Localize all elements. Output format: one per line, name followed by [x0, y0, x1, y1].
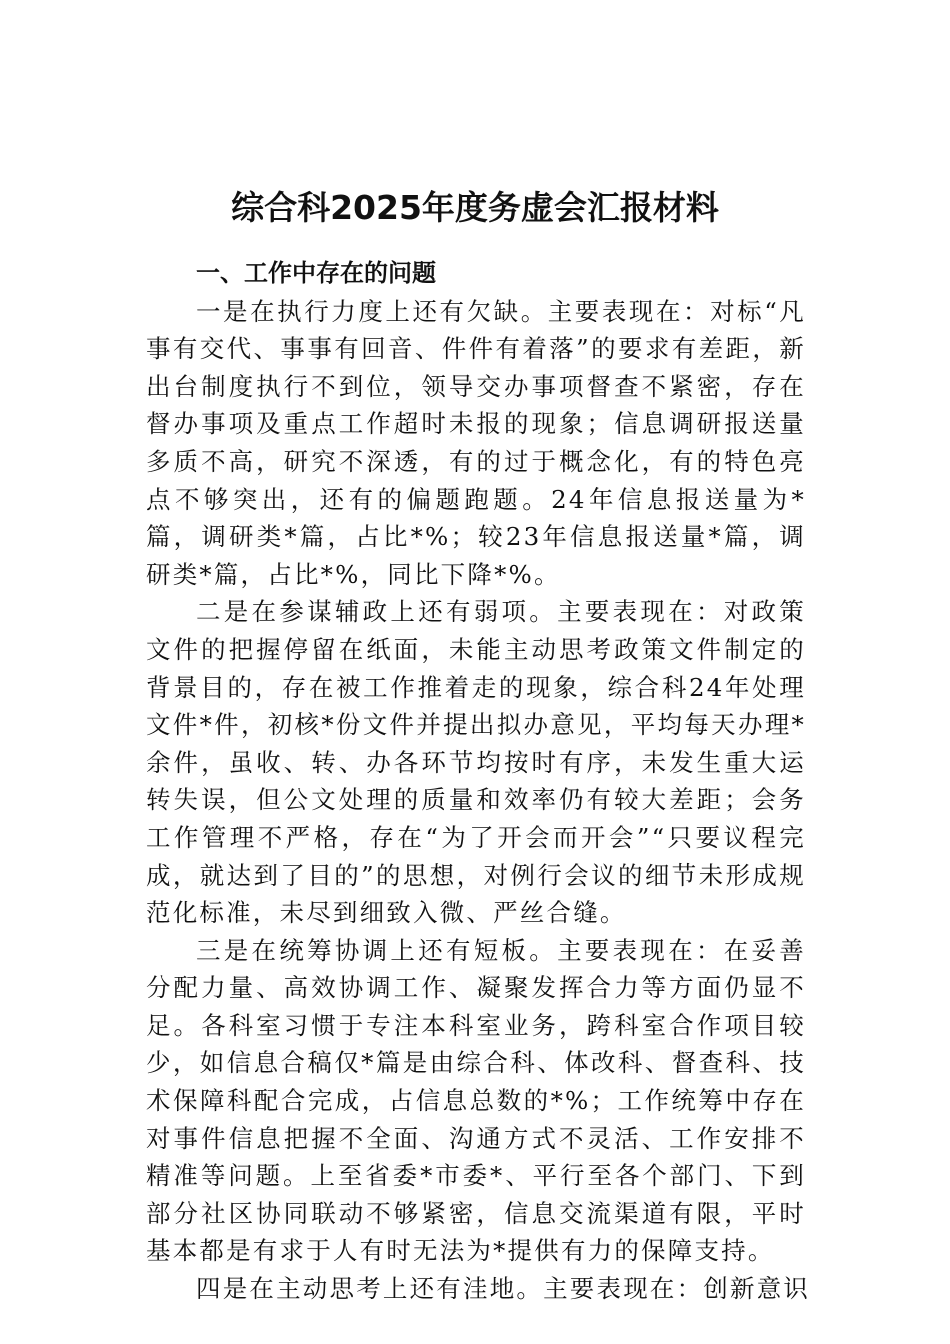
paragraph-coordination: 三是在统筹协调上还有短板。主要表现在：在妥善分配力量、高效协调工作、凝聚发挥合力等方面仍显不足。各科室习惯于专注本科室业务，跨科室合作项目较少，如信息合稿仅*篇是由综合科、体改科、督查科、技术保障科配合完成，占信息总数的*%；工作统筹中存在对事件信息把握不全面、沟通方式不灵活、工作安排不精准等问题。上至省委*市委*、平行至各个部门、下到部分社区协同联动不够紧密，信息交流渠道有限，平时基本都是有求于人有时无法为*提供有力的保障支持。 — [146, 935, 806, 1266]
document-title: 综合科2025年度务虚会汇报材料 — [231, 188, 719, 228]
section-heading: 一、工作中存在的问题 — [196, 259, 436, 287]
paragraph-initiative: 四是在主动思考上还有洼地。主要表现在：创新意识 — [196, 1274, 811, 1304]
paragraph-execution: 一是在执行力度上还有欠缺。主要表现在：对标“凡事有交代、事事有回音、件件有着落”的要求有差距，新出台制度执行不到位，领导交办事项督查不紧密，存在督办事项及重点工作超时未报的现象；信息调研报送量多质不高，研究不深透，有的过于概念化，有的特色亮点不够突出，还有的偏题跑题。24年信息报送量为*篇，调研类*篇，占比*%；较23年信息报送量*篇，调研类*篇，占比*%，同比下降*%。 — [146, 296, 806, 589]
document-body — [146, 255, 811, 1308]
paragraph-advisory: 二是在参谋辅政上还有弱项。主要表现在：对政策文件的把握停留在纸面，未能主动思考政策文件制定的背景目的，存在被工作推着走的现象，综合科24年处理文件*件，初核*份文件并提出拟办意见，平均每天办理*余件，虽收、转、办各环节均按时有序，未发生重大运转失误，但公文处理的质量和效率仍有较大差距；会务工作管理不严格，存在“为了开会而开会”“只要议程完成，就达到了目的”的思想，对例行会议的细节未形成规范化标准，未尽到细致入微、严丝合缝。 — [146, 597, 806, 928]
